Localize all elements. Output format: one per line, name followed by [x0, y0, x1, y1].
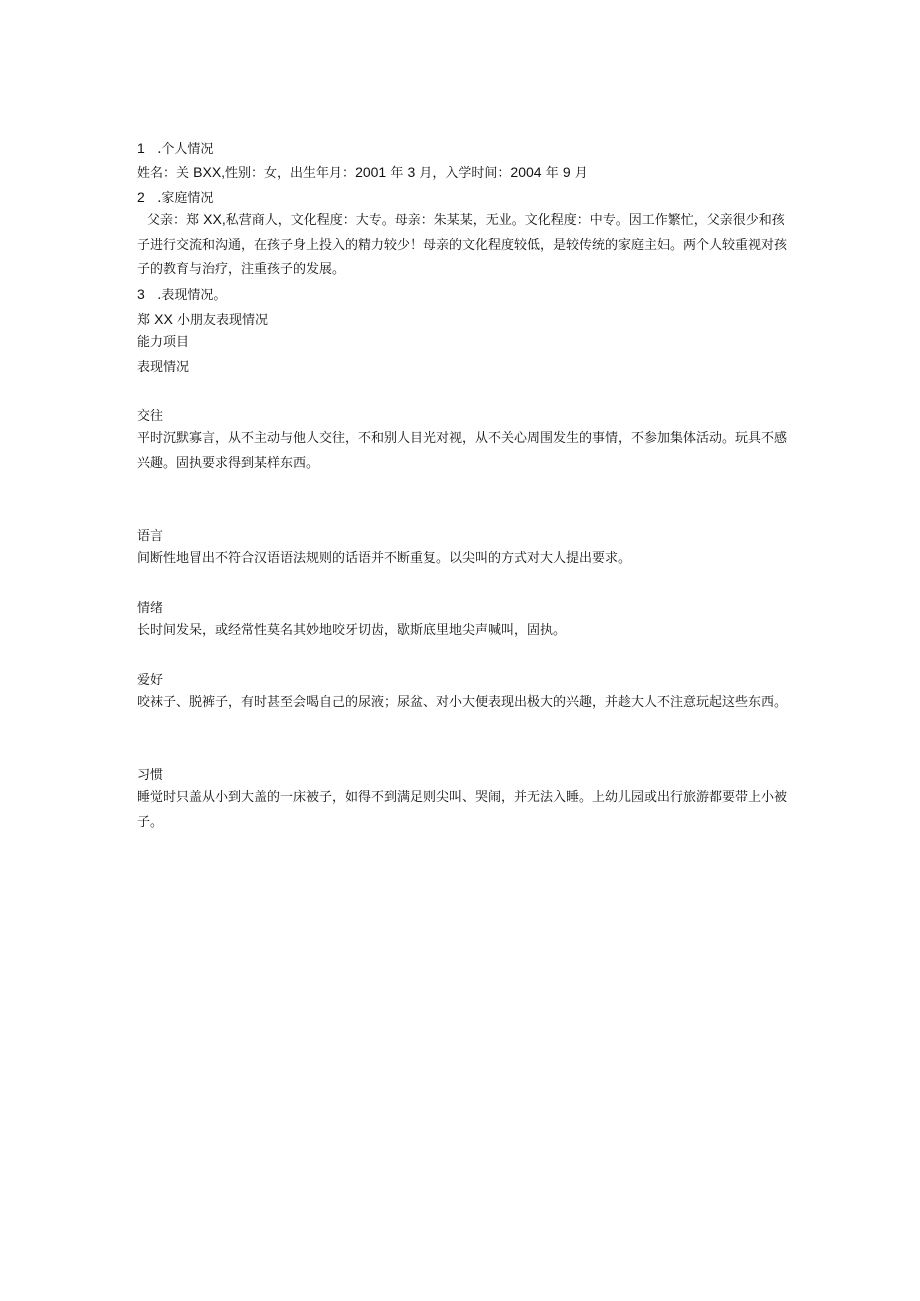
gender-birth-label: 性别：女，出生年月： — [225, 166, 356, 181]
item-label-hobby: 爱好 — [137, 673, 164, 688]
family-text: 私营商人，文化程度：大专。母亲：朱某某，无业。文化程度：中专。因工作繁忙，父亲很少和孩子进行交流和沟通，在孩子身上投入的精力较少！母亲的文化程度较低，是较传统的家庭主妇。两个人较重视对孩子的教育与治疗，注重孩子的发展。 — [137, 213, 788, 277]
item-label-interaction: 交往 — [137, 409, 164, 424]
item-text-language: 间断性地冒出不符合汉语语法规则的话语并不断重复。以尖叫的方式对大人提出要求。 — [137, 551, 632, 566]
birth-year-unit: 年 — [386, 166, 408, 181]
item-text-hobby: 咬袜子、脱裤子，有时甚至会喝自己的尿液；尿盆、对小大便表现出极大的兴趣，并趁大人不注意玩起这些东西。 — [137, 695, 788, 710]
personal-info-line — [137, 163, 797, 183]
section-number: 1 — [137, 140, 145, 156]
name-label: 姓名：关 — [137, 166, 194, 181]
birth-year: 2001 — [355, 164, 387, 180]
admit-month: 9 — [562, 164, 571, 180]
section-1-heading — [137, 139, 797, 159]
section-number: 3 — [137, 286, 145, 302]
column-header-ability: 能力项目 — [137, 335, 190, 350]
admit-month-unit: 月 — [570, 166, 588, 181]
section-3-heading — [137, 285, 797, 305]
father-label: 父亲：郑 — [147, 213, 204, 228]
item-text-habit: 睡觉时只盖从小到大盖的一床被子，如得不到满足则尖叫、哭闹，并无法入睡。上幼儿园或出行旅游都要带上小被子。 — [137, 790, 788, 830]
father-code: XX, — [203, 211, 226, 227]
table-title-prefix: 郑 — [137, 313, 155, 328]
item-label-language: 语言 — [137, 529, 164, 544]
item-text-interaction: 平时沉默寡言，从不主动与他人交往，不和别人目光对视，从不关心周围发生的事情，不参加集体活动。玩具不感兴趣。固执要求得到某样东西。 — [137, 431, 788, 471]
item-label-emotion: 情绪 — [137, 601, 164, 616]
section-title: .个人情况 — [157, 142, 214, 157]
admission-label: 月，入学时间： — [415, 166, 511, 181]
section-2-heading — [137, 188, 797, 208]
section-title: .家庭情况 — [157, 191, 214, 206]
birth-month: 3 — [407, 164, 416, 180]
admit-year-unit: 年 — [541, 166, 563, 181]
table-title — [137, 310, 797, 330]
section-title: .表现情况。 — [157, 288, 227, 303]
item-label-habit: 习惯 — [137, 768, 164, 783]
section-number: 2 — [137, 189, 145, 205]
admit-year: 2004 — [510, 164, 542, 180]
column-header-performance: 表现情况 — [137, 360, 190, 375]
table-title-code: XX — [154, 311, 173, 327]
family-paragraph — [137, 207, 787, 283]
item-text-emotion: 长时间发呆，或经常性莫名其妙地咬牙切齿，歇斯底里地尖声喊叫，固执。 — [137, 623, 567, 638]
name-value: BXX, — [193, 164, 226, 180]
table-title-suffix: 小朋友表现情况 — [172, 313, 268, 328]
